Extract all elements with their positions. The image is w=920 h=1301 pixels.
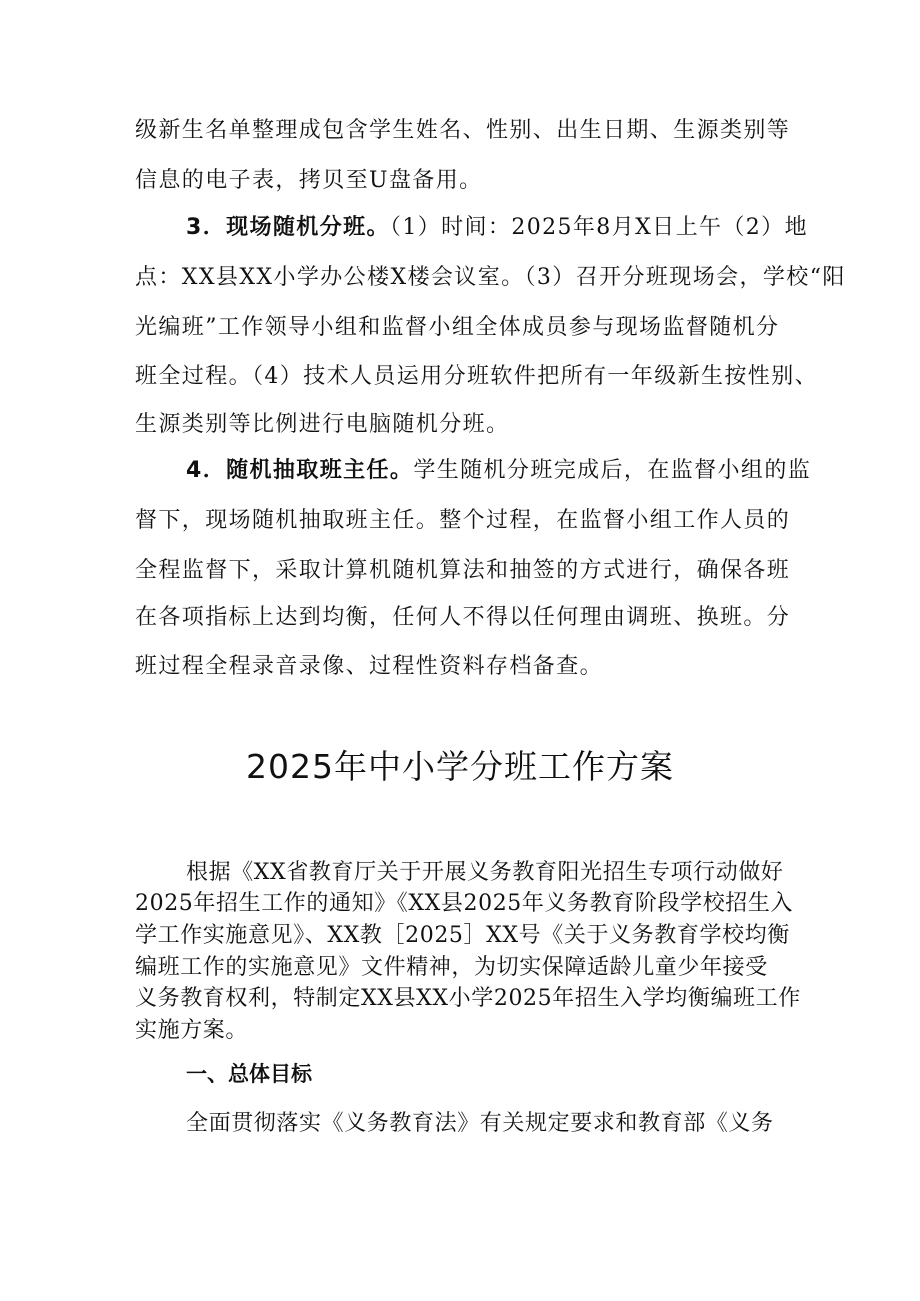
body-line: 班全过程。（4）技术人员运用分班软件把所有一年级新生按性别、 <box>135 364 818 389</box>
paragraph-item-4 <box>186 456 812 486</box>
item-4-label: 4．随机抽取班主任。 <box>186 458 414 483</box>
body-line: 班过程全程录音录像、过程性资料存档备查。 <box>135 654 604 679</box>
body-line: 点：XX县XX小学办公楼X楼会议室。（3）召开分班现场会，学校“阳 <box>135 265 846 290</box>
body-line: 在各项指标上达到均衡，任何人不得以任何理由调班、换班。分 <box>135 605 791 630</box>
item-3-label: 3．现场随机分班。 <box>186 215 390 240</box>
document-title: 2025年中小学分班工作方案 <box>246 747 674 786</box>
body-line: 实施方案。 <box>135 1018 249 1043</box>
paragraph-item-3 <box>186 213 808 243</box>
body-line: 2025年招生工作的通知》《XX县2025年义务教育阶段学校招生入 <box>135 891 794 916</box>
body-line: 全程监督下，采取计算机随机算法和抽签的方式进行，确保各班 <box>135 558 791 583</box>
body-line: 全面贯彻落实《义务教育法》有关规定要求和教育部《义务 <box>186 1111 774 1136</box>
body-line: 根据《XX省教育厅关于开展义务教育阳光招生专项行动做好 <box>186 860 784 885</box>
body-line: 督下，现场随机抽取班主任。整个过程，在监督小组工作人员的 <box>135 508 791 533</box>
body-line: 生源类别等比例进行电脑随机分班。 <box>135 412 510 437</box>
body-line: 光编班”工作领导小组和监督小组全体成员参与现场监督随机分 <box>135 315 780 340</box>
body-text: （1）时间：2025年8月X日上午（2）地 <box>389 215 808 240</box>
body-line: 编班工作的实施意见》文件精神，为切实保障适龄儿童少年接受 <box>135 955 768 980</box>
section-heading: 一、总体目标 <box>186 1062 312 1086</box>
body-line: 信息的电子表，拷贝至U盘备用。 <box>135 168 483 193</box>
body-text: 学生随机分班完成后，在监督小组的监 <box>413 458 812 483</box>
body-line: 学工作实施意见》、XX教［2025］XX号《关于义务教育学校均衡 <box>135 923 790 948</box>
body-line: 级新生名单整理成包含学生姓名、性别、出生日期、生源类别等 <box>135 118 791 143</box>
body-line: 义务教育权利，特制定XX县XX小学2025年招生入学均衡编班工作 <box>135 986 801 1011</box>
